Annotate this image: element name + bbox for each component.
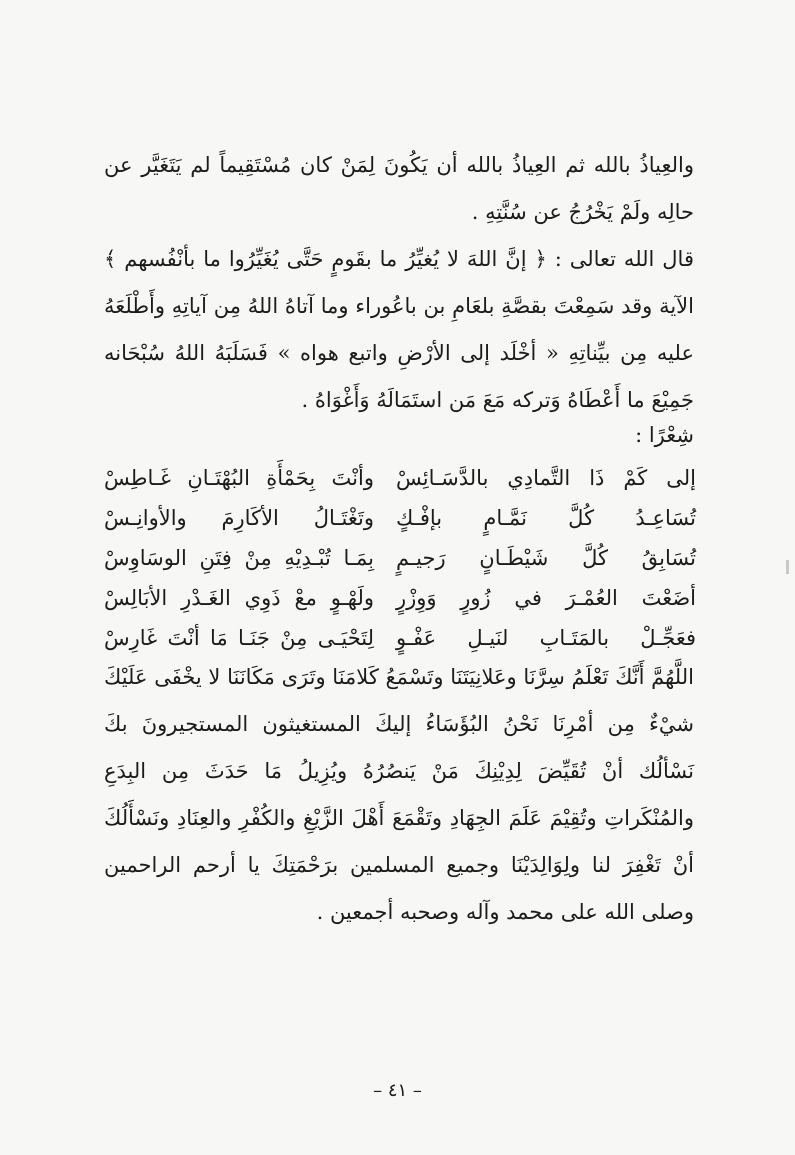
poem-verse-second-hemistich: لِتَحْيَـى مِنْ جَنَـا مَا أنْتَ غَارِسْ	[104, 626, 374, 650]
poem-verse	[104, 458, 696, 498]
poem-verse-second-hemistich: وتَغْتَـالُ الأكَارِمَ والأوانِـسْ	[104, 506, 374, 530]
paragraph-quran-verse: قال الله تعالى : ﴿ إنَّ اللهَ لا يُغيِّرُ ما بقَومٍ حَتَّى يُغَيِّرُوا ما بأنْفُسهم ﴾ الآية وقد سَمِعْتَ بقصَّةِ بلعَامِ بن باعُوراء وما آتاهُ اللهُ مِن آياتِهِ وأَطْلَعَهُ عليه مِن بيِّناتِهِ « أخْلَد إلى الأرْضِ واتبع هواه » فَسَلَبَهُ اللهُ سُبْحَانه جَمِيْعَ ما أَعْطَاهُ وَتركه مَعَ مَن استَمَالَهُ وَأَغْوَاهُ .	[104, 247, 694, 412]
poem-verse-second-hemistich: بِمَـا تُبْـدِيْهِ مِنْ فِتَنِ الوسَاوِسْ	[104, 546, 374, 570]
poem-verse-first-hemistich: أضَعْتَ العُمْـرَ في زُورٍ وَوِزْرٍ	[396, 586, 696, 610]
poem-verse-first-hemistich: فعَجِّـلْ بالمَتَـابِ لنَيـلِ عَفْـوٍ	[396, 626, 696, 650]
poem-verse	[104, 498, 696, 538]
poem-verse-second-hemistich: وأنْتَ بِحَمْأَةِ البُهْتَـانِ غَـاطِسْ	[104, 466, 374, 490]
poem-verse-first-hemistich: تُسَاعِـدُ كُلَّ نَمَّـامٍ بإفْـكٍ	[396, 506, 696, 530]
poem-verse	[104, 538, 696, 578]
poem-verse	[104, 618, 696, 658]
poem-verse-first-hemistich: إلى كَمْ ذَا التَّمادِي بالدَّسَـائِسْ	[396, 466, 696, 490]
paragraph-closing-prayer: اللَّهُمَّ أَنَّكَ تَعْلَمُ سِرَّنَا وعَلانِيَتَنَا وتَسْمَعُ كَلامَنَا وتَرَى مَكَانَنَا لا يخْفَى عَلَيْكَ شيْءٌ مِن أمْرِنَا نَحْنُ البُؤَسَاءُ إليكَ المستغيثون المستجيرونَ بكَ نَسْألُك أنْ تُقَيِّضَ لِدِيْنِكَ مَنْ يَنصُرُهُ ويُزِيلُ مَا حَدَثَ مِن البِدَعِ والمُنْكَراتِ وتُقِيْمَ عَلَمَ الجِهَادِ وتَقْمَعَ أَهْلَ الزَّيْغِ والكُفْرِ والعِنَادِ ونَسْأَلُكَ أنْ تَغْفِرَ لنا ولِوَالِدَيْنَا وجميع المسلمين برَحْمَتِكَ يا أرحم الراحمين وصلى الله على محمد وآله وصحبه أجمعين .	[104, 665, 694, 924]
poem	[104, 458, 696, 658]
poem-heading: شِعْرًا :	[635, 423, 694, 447]
poem-verse-first-hemistich: تُسَابِقُ كُلَّ شَيْطَـانٍ رَجيـمٍ	[396, 546, 696, 570]
page-number: – ٤١ –	[373, 1080, 422, 1101]
poem-verse-second-hemistich: ولَهْـوٍ معْ ذَوِي الغَـدْرِ الأبَالِسْ	[104, 586, 374, 610]
poem-verse	[104, 578, 696, 618]
paragraph-opening: والعِياذُ بالله ثم العِياذُ بالله أن يَكُونَ لِمَنْ كان مُسْتَقِيماً لم يَتَغَيَّر عن حالِه ولَمْ يَخْرُجُ عن سُنَّتِهِ .	[104, 153, 694, 224]
scan-artifact	[786, 560, 789, 574]
